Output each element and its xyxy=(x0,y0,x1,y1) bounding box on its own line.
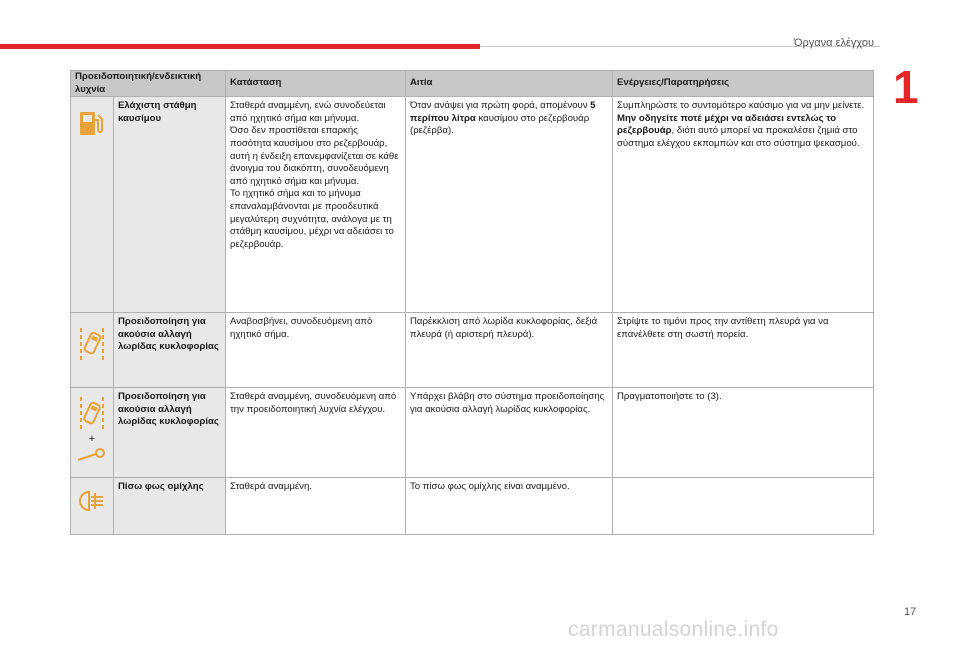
light-name: Πίσω φως ομίχλης xyxy=(114,478,226,535)
lane-departure-icon xyxy=(77,324,107,364)
table-row xyxy=(71,388,874,478)
icon-cell xyxy=(71,478,114,535)
plus-sign: + xyxy=(88,433,96,446)
action-text-part: Συμπληρώστε το συντομότερο καύσιμο για να μην μείνετε. xyxy=(617,100,865,112)
chapter-number: 1 xyxy=(893,61,919,113)
action-text xyxy=(613,478,874,535)
wrench-icon xyxy=(76,448,108,464)
cause-text xyxy=(406,97,613,313)
state-text: Σταθερά αναμμένη. xyxy=(226,478,406,535)
cause-text: Υπάρχει βλάβη στο σύστημα προειδοποίησης για ακούσια αλλαγή λωρίδας κυκλοφορίας. xyxy=(406,388,613,478)
icon-cell xyxy=(71,97,114,313)
state-text: Σταθερά αναμμένη, ενώ συνοδεύεται από ηχητικό σήμα και μήνυμα. Όσο δεν προστίθεται επαρκής ποσότητα καυσίμου στο ρεζερβουάρ, αυτή η ένδειξη επανεμφανίζεται σε κάθε άνοιγμα του διακόπτη, συνοδευόμενη από ηχητικό σήμα και μήνυμα. Το ηχητικό σήμα και το μήνυμα επαναλαμβάνονται με προοδευτικά μεγαλύτερη συχνότητα, ανάλογα με τη στάθμη καυσίμου, μέχρι να αδειάσει το ρεζερβουάρ. xyxy=(226,97,406,313)
cause-text-part: Όταν ανάψει για πρώτη φορά, απομένουν xyxy=(410,100,591,112)
table-row xyxy=(71,313,874,388)
cause-text: Παρέκκλιση από λωρίδα κυκλοφορίας, δεξιά πλευρά (ή αριστερή πλευρά). xyxy=(406,313,613,388)
table-header-row xyxy=(71,71,874,97)
state-text: Σταθερά αναμμένη, συνοδευόμενη από την προειδοποιητική λυχνία ελέγχου. xyxy=(226,388,406,478)
action-text xyxy=(613,97,874,313)
light-name: Προειδοποίηση για ακούσια αλλαγή λωρίδας κυκλοφορίας xyxy=(114,388,226,478)
cause-text: Το πίσω φως ομίχλης είναι αναμμένο. xyxy=(406,478,613,535)
rear-fog-light-icon xyxy=(77,489,107,513)
cause-text-part: καυσίμου στο ρεζερβουάρ (ρεζέρβα). xyxy=(410,112,590,137)
lane-departure-service-icon xyxy=(77,395,107,431)
fuel-pump-icon xyxy=(77,108,107,138)
light-name: Ελάχιστη στάθμη καυσίμου xyxy=(114,97,226,313)
header-accent-bar xyxy=(0,44,480,49)
action-text-bold: Μην οδηγείτε ποτέ μέχρι να αδειάσει εντελώς το ρεζερβουάρ xyxy=(617,112,837,137)
light-name: Προειδοποίηση για ακούσια αλλαγή λωρίδας κυκλοφορίας xyxy=(114,313,226,388)
state-text: Αναβοσβήνει, συνοδευόμενη από ηχητικό σήμα. xyxy=(226,313,406,388)
column-header: Κατάσταση xyxy=(226,71,406,97)
column-header: Ενέργειες/Παρατηρήσεις xyxy=(613,71,874,97)
watermark: carmanualsonline.info xyxy=(568,618,779,641)
icon-cell xyxy=(71,313,114,388)
action-text-part: , διότι αυτό μπορεί να προκαλέσει ζημιά στο σύστημα ελέγχου εκπομπών και στο σύστημα ψεκασμού. xyxy=(617,125,860,149)
icon-cell xyxy=(71,388,114,478)
table-row xyxy=(71,478,874,535)
page-number: 17 xyxy=(904,606,917,618)
action-text: Στρίψτε το τιμόνι προς την αντίθετη πλευρά για να επανέλθετε στη σωστή πορεία. xyxy=(613,313,874,388)
column-header: Προειδοποιητική/ενδεικτική λυχνία xyxy=(71,71,226,97)
table-row xyxy=(71,97,874,313)
cause-text-bold: 5 περίπου λίτρα xyxy=(410,100,596,124)
warning-lights-table xyxy=(70,70,874,535)
column-header: Αιτία xyxy=(406,71,613,97)
action-text: Πραγματοποιήστε το (3). xyxy=(613,388,874,478)
section-title: Όργανα ελέγχου xyxy=(794,37,874,49)
